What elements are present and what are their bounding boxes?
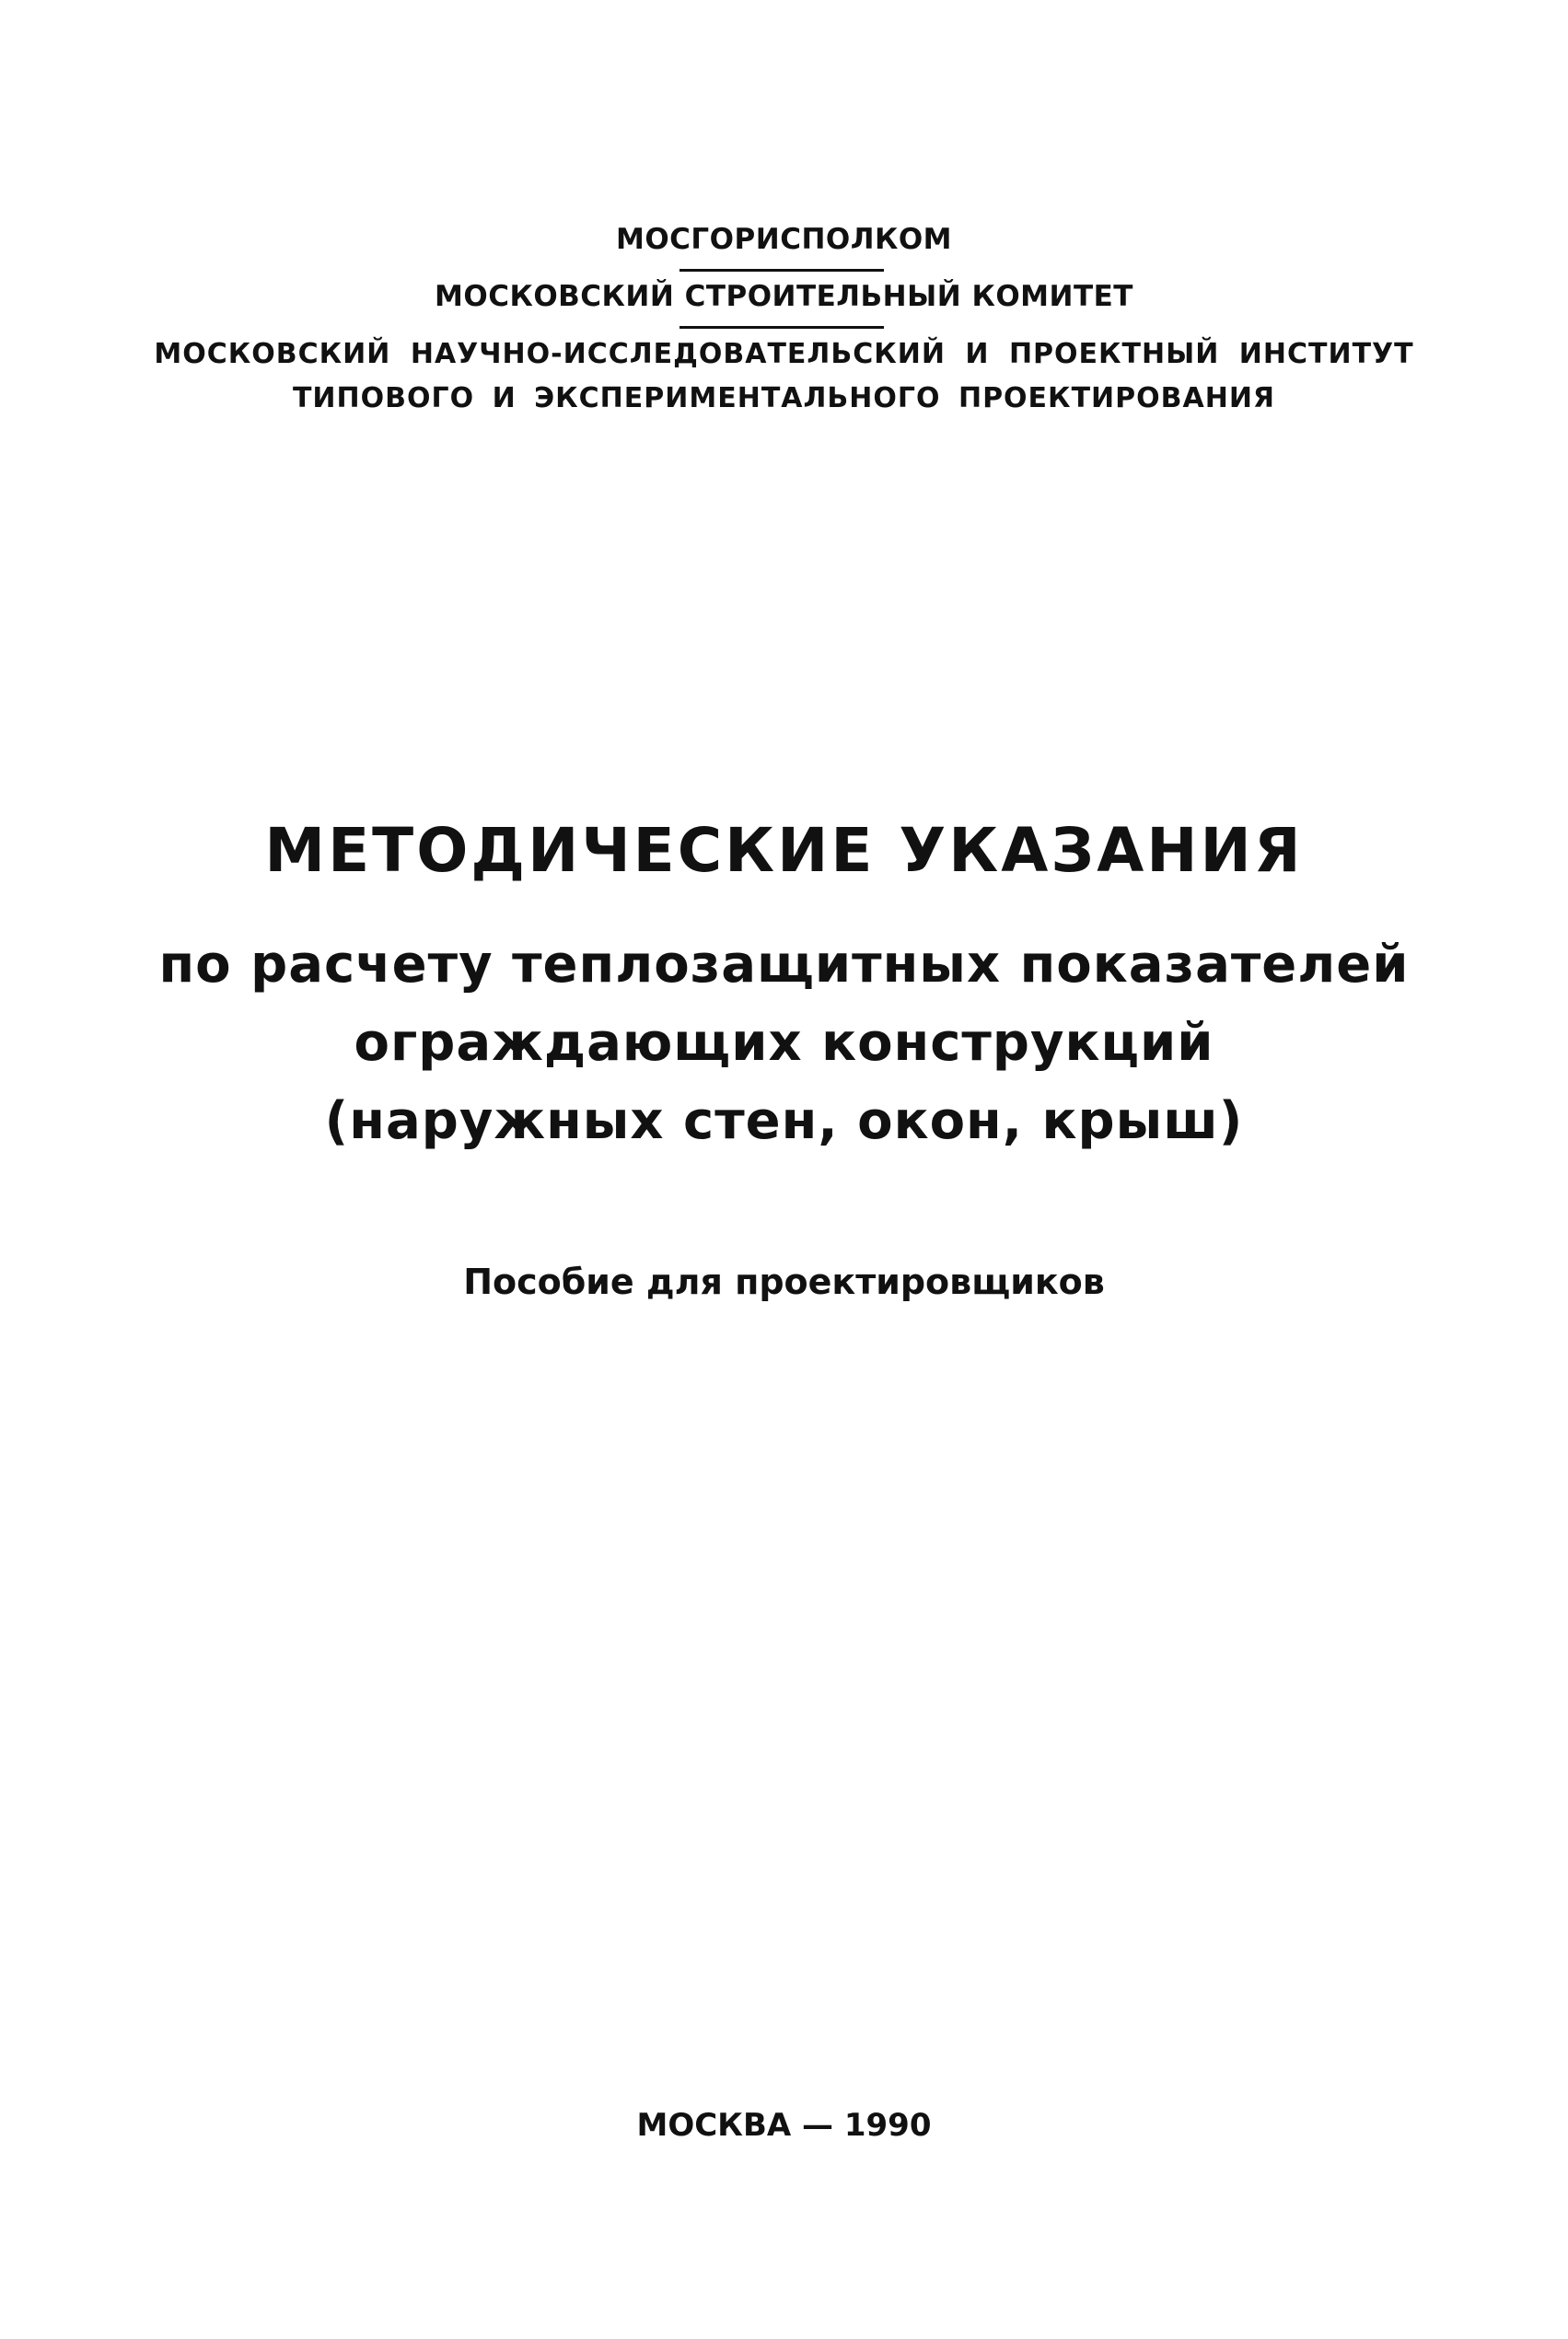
header-org-line-3: МОСКОВСКИЙ НАУЧНО-ИССЛЕДОВАТЕЛЬСКИЙ И ПРОЕКТНЫЙ ИНСТИТУТ (154, 338, 1414, 370)
document-type-label: Пособие для проектировщиков (463, 1262, 1105, 1302)
document-subtitle-line-1: по расчету теплозащитных показателей (158, 935, 1410, 995)
header-org-line-1: МОСГОРИСПОЛКОМ (615, 223, 953, 256)
document-subtitle-line-2: ограждающих конструкций (354, 1013, 1214, 1073)
document-title: МЕТОДИЧЕСКИЕ УКАЗАНИЯ (264, 815, 1304, 886)
header-org-line-2: МОСКОВСКИЙ СТРОИТЕЛЬНЫЙ КОМИТЕТ (435, 280, 1133, 313)
header-org-line-4: ТИПОВОГО И ЭКСПЕРИМЕНТАЛЬНОГО ПРОЕКТИРОВАНИЯ (292, 382, 1276, 414)
document-subtitle-line-3: (наружных стен, окон, крыш) (324, 1091, 1244, 1151)
header-divider-2 (679, 326, 884, 329)
header-divider-1 (679, 269, 884, 272)
imprint-city-year: МОСКВА — 1990 (636, 2107, 932, 2144)
